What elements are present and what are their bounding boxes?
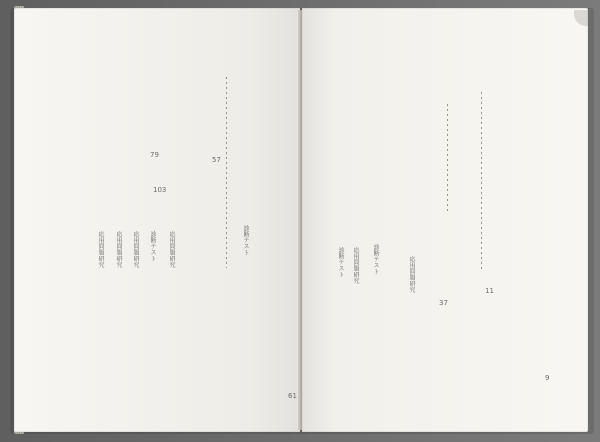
page-number-bottom-right: 9: [545, 374, 550, 382]
left-label-3: 診断テスト: [149, 231, 156, 262]
left-label-2: 応用問題研究: [168, 231, 175, 268]
right-label-1: 応用問題研究: [408, 256, 415, 293]
leader-line: [447, 104, 448, 214]
page-number-left-lower: 103: [153, 186, 167, 194]
left-label-4: 応用問題研究: [132, 231, 139, 268]
left-label-5: 応用問題研究: [115, 231, 122, 268]
page-number-bottom-left: 61: [288, 392, 297, 400]
right-label-2: 診断テスト: [372, 244, 379, 275]
right-label-3: 応用問題研究: [352, 247, 359, 284]
leader-line: [226, 77, 227, 268]
left-page: [14, 8, 300, 432]
page-number-left-mid: 79: [150, 151, 159, 159]
page-number-right-mid: 37: [439, 299, 448, 307]
leader-line: [481, 92, 482, 272]
right-page: [302, 8, 588, 432]
left-label-6: 応用問題研究: [97, 231, 104, 268]
right-label-4: 診断テスト: [337, 247, 344, 278]
page-number-left-upper: 57: [212, 156, 221, 164]
left-label-1: 診断テスト: [242, 225, 249, 256]
page-number-right-upper: 11: [485, 287, 494, 295]
